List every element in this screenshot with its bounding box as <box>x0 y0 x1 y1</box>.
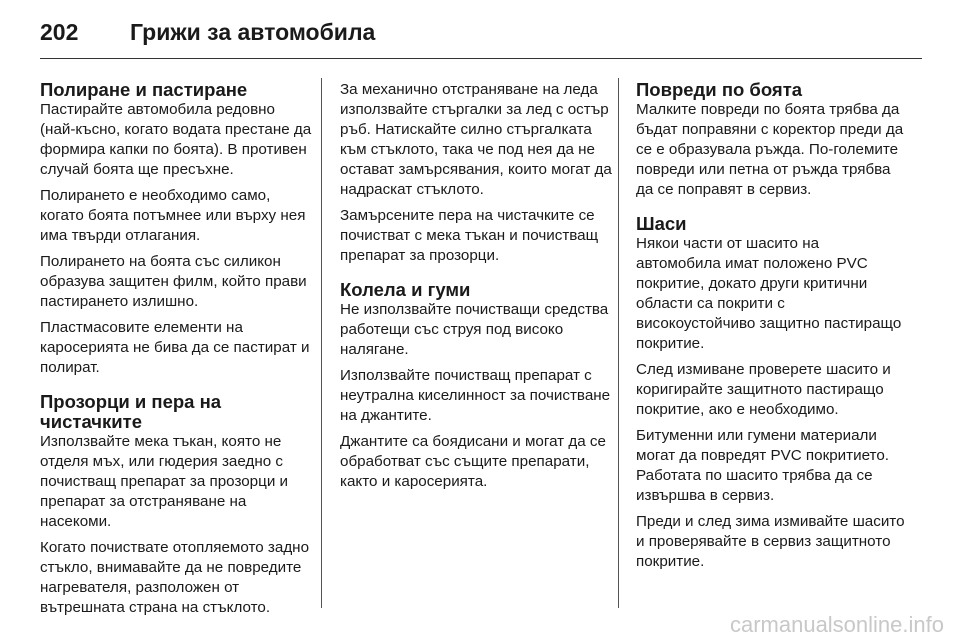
paragraph: Малките повреди по боята трябва да бъдат поправяни с коректор преди да се е образувала ръжда. По-големите повреди или петна от ръжда трябва да се поправят в сервиз. <box>636 101 904 198</box>
header-rule <box>40 58 922 59</box>
section-chassis <box>636 214 908 572</box>
paragraph: Джантите са боядисани и могат да се обработват със същите препарати, както и каросерията. <box>340 433 606 490</box>
paragraph: Замърсените пера на чистачките се почистват с мека тъкан и почистващ препарат за прозорци. <box>340 207 599 264</box>
column-1 <box>40 80 312 624</box>
paragraph: Не използвайте почистващи средства работещи със струя под високо налягане. <box>340 301 609 358</box>
page-title: Грижи за автомобила <box>130 18 376 45</box>
heading-wheels: Колела и гуми <box>340 279 471 300</box>
heading-polishing: Полиране и пастиране <box>40 79 248 100</box>
column-3 <box>636 80 908 578</box>
paragraph: Някои части от шасито на автомобила имат положено PVC покритие, докато други критични области са покрити с високоустойчиво защитно пастиращо покритие. <box>636 235 902 352</box>
heading-chassis: Шаси <box>636 213 687 234</box>
paragraph: Пластмасовите елементи на каросерията не бива да се пастират и полират. <box>40 319 310 376</box>
column-2 <box>340 80 612 498</box>
paragraph: Използвайте мека тъкан, която не отделя мъх, или гюдерия заедно с почистващ препарат за прозорци и препарат за отстраняване на насекоми. <box>40 433 289 530</box>
paragraph: Полирането на боята със силикон образува защитен филм, който прави пастирането излишно. <box>40 253 307 310</box>
section-wheels <box>340 280 612 492</box>
column-divider <box>321 78 322 608</box>
paragraph: След измиване проверете шасито и коригирайте защитното пастиращо покритие, ако е необходимо. <box>636 361 891 418</box>
paragraph: Използвайте почистващ препарат с неутрална киселинност за почистване на джантите. <box>340 367 611 424</box>
paragraph: Битуменни или гумени материали могат да повредят PVC покритието. Работата по шасито трябва да се извършва в сервиз. <box>636 427 889 504</box>
paragraph: Когато почиствате отопляемото задно стъкло, внимавайте да не повредите нагревателя, разположен от вътрешната страна на стъклото. <box>40 539 310 616</box>
paragraph: Пастирайте автомобила редовно (най-късно, когато водата престане да формира капки по боята). В противен случай боята ще пресъхне. <box>40 101 312 178</box>
page-number: 202 <box>40 18 79 45</box>
watermark: carmanualsonline.info <box>729 612 944 637</box>
paragraph: Преди и след зима измивайте шасито и проверявайте в сервиз защитното покритие. <box>636 513 905 570</box>
paragraph: За механично отстраняване на леда използвайте стъргалки за лед с остър ръб. Натискайте силно стъргалката към стъклото, така че под нея да не остават замърсявания, които могат да надраскат стъклото. <box>340 81 612 198</box>
section-windows <box>40 392 312 618</box>
paragraph: Полирането е необходимо само, когато боята потъмнее или върху нея има твърди отлагания. <box>40 187 306 244</box>
heading-windows: Прозорци и пера на чистачките <box>40 391 222 432</box>
heading-paint-damage: Повреди по боята <box>636 79 803 100</box>
column-divider <box>618 78 619 608</box>
page-header <box>40 12 375 52</box>
